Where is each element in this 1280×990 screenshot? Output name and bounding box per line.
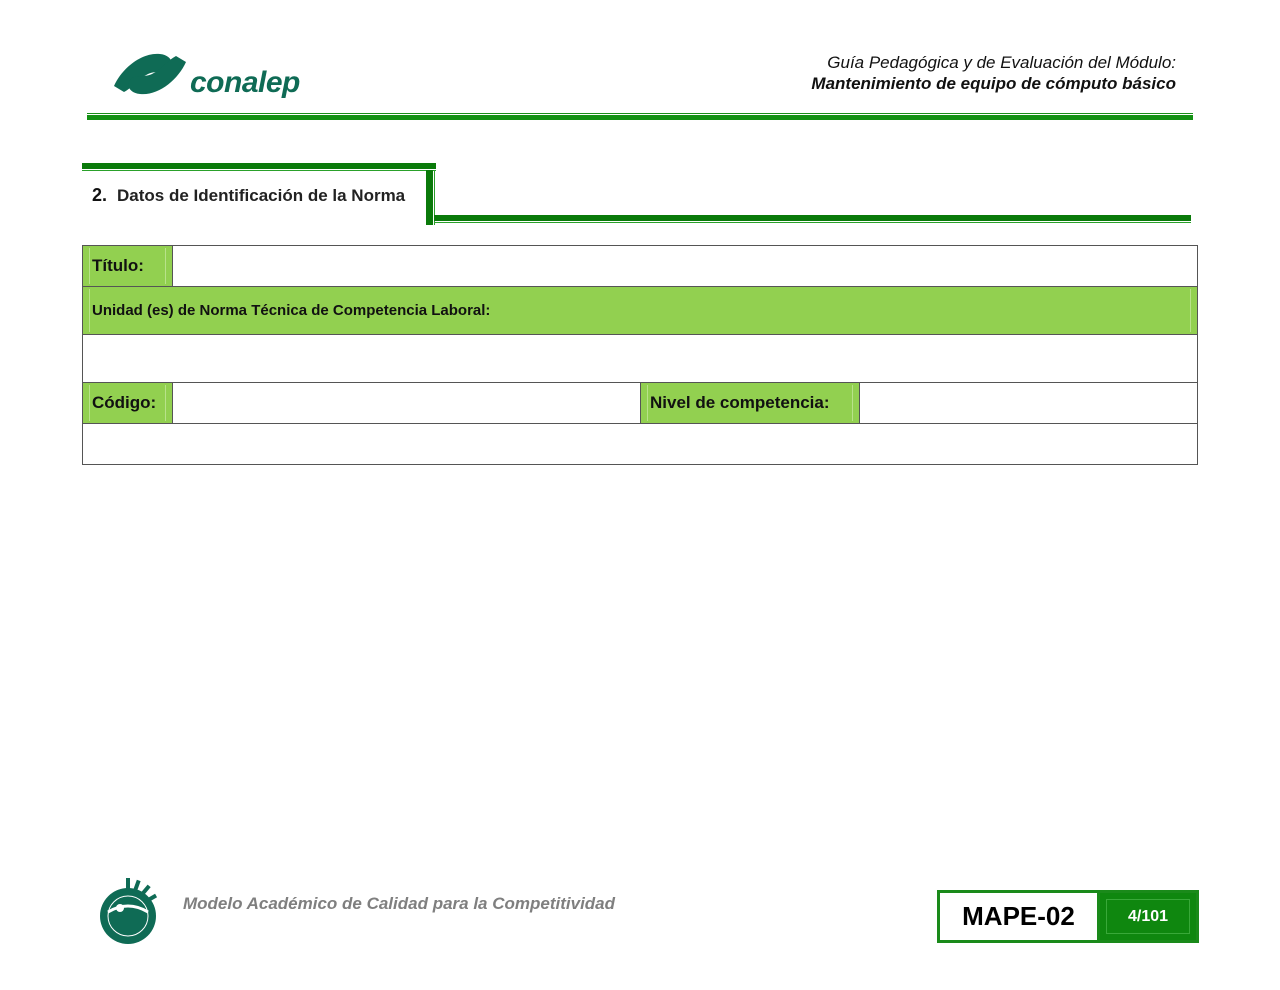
section-heading: [92, 185, 405, 206]
header-divider-thin: [87, 113, 1193, 114]
header-divider-thick: [87, 115, 1193, 120]
document-header: [811, 52, 1176, 94]
norma-identification-form: [82, 245, 1198, 465]
section-title: Datos de Identificación de la Norma: [117, 186, 406, 205]
page-number: 4/101: [1127, 907, 1169, 925]
modelo-academico-seal-icon: [94, 874, 166, 946]
guide-title: Guía Pedagógica y de Evaluación del Módulo:: [827, 53, 1176, 72]
brand-name: conalep: [190, 66, 300, 99]
page-indicator: [1100, 893, 1196, 940]
section-underline-thin: [434, 222, 1191, 223]
section-tab-step: [426, 170, 433, 225]
codigo-field[interactable]: [172, 383, 640, 423]
codigo-row: [83, 383, 1197, 424]
unidad-value-row: [83, 335, 1197, 383]
nivel-field[interactable]: [859, 383, 1197, 423]
section-number: 2.: [92, 185, 108, 205]
footer-tagline: Modelo Académico de Calidad para la Competitividad: [183, 894, 616, 913]
extra-row: [83, 424, 1197, 464]
document-code-box: [937, 890, 1199, 943]
section-tab-border-thin: [82, 170, 436, 171]
document-code: MAPE-02: [940, 893, 1100, 940]
codigo-label: Código:: [83, 383, 172, 423]
section-underline: [434, 215, 1191, 221]
section-tab-border: [82, 163, 436, 169]
nivel-label: Nivel de competencia:: [640, 383, 859, 423]
module-name: Mantenimiento de equipo de cómputo básico: [811, 74, 1176, 93]
titulo-field[interactable]: [172, 246, 1197, 286]
unidad-label: Unidad (es) de Norma Técnica de Competencia Laboral:: [83, 287, 1197, 334]
titulo-label: Título:: [83, 246, 172, 286]
unidad-field[interactable]: [83, 335, 1197, 382]
extra-field[interactable]: [83, 424, 1197, 464]
titulo-row: [83, 246, 1197, 287]
unidad-row: [83, 287, 1197, 335]
